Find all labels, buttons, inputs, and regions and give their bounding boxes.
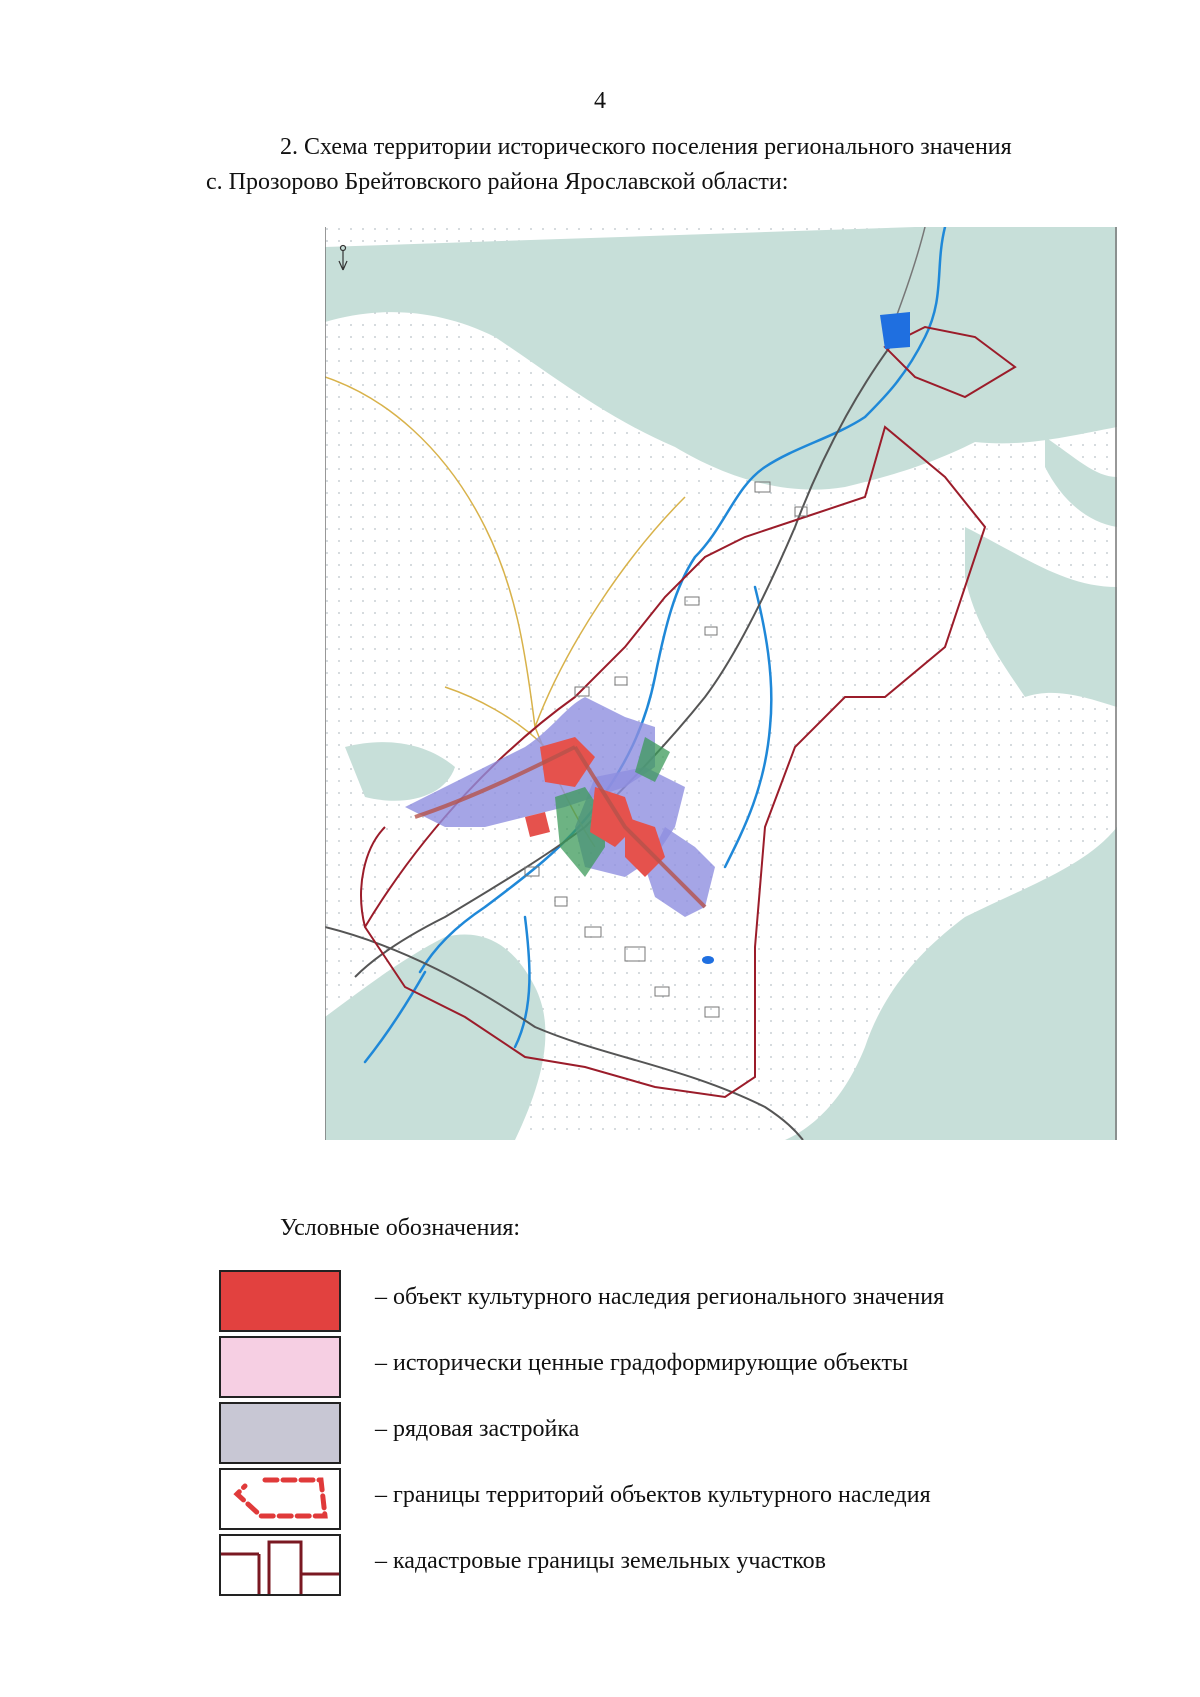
- page-heading: [206, 130, 1156, 200]
- heading-line-2: с. Прозорово Брейтовского района Ярославской области:: [206, 169, 789, 195]
- legend-item-row-buildings: [219, 1402, 1119, 1466]
- legend-label: – кадастровые границы земельных участков: [375, 1548, 827, 1574]
- legend-label: – границы территорий объектов культурного наследия: [375, 1482, 931, 1508]
- legend-item-historic-valuable: [219, 1336, 1119, 1400]
- heading-line-1: 2. Схема территории исторического поселения регионального значения: [280, 134, 1012, 160]
- legend-swatch-dashed-boundary: [219, 1468, 341, 1530]
- legend-label: – объект культурного наследия регионального значения: [375, 1284, 945, 1310]
- legend-label: – рядовая застройка: [375, 1416, 580, 1442]
- legend-title: Условные обозначения:: [280, 1215, 521, 1241]
- legend-item-heritage-boundary: [219, 1468, 1119, 1532]
- page-number: 4: [594, 88, 606, 114]
- legend-swatch-red: [219, 1270, 341, 1332]
- legend-swatch-cadastral-lines: [219, 1534, 341, 1596]
- legend-swatch-gray: [219, 1402, 341, 1464]
- legend-swatch-pink: [219, 1336, 341, 1398]
- legend-label: – исторически ценные градоформирующие объекты: [375, 1350, 909, 1376]
- settlement-map: [325, 227, 1117, 1140]
- legend-item-cadastral: [219, 1534, 1119, 1598]
- legend-item-cultural-object: [219, 1270, 1119, 1334]
